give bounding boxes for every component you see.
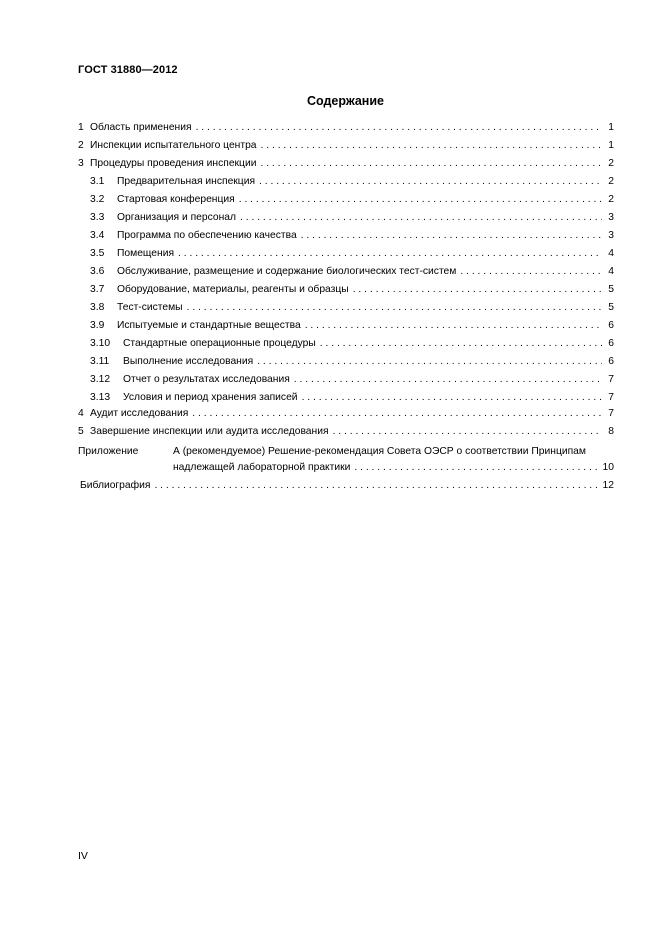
- toc-appendix-title-cont: надлежащей лабораторной практики: [173, 462, 351, 473]
- toc-entry-title: Область применения: [90, 122, 192, 133]
- toc-entry: [78, 354, 614, 370]
- toc-entry-title: Стартовая конференция: [117, 194, 235, 205]
- toc-entry-number: 3.9: [90, 320, 105, 331]
- toc-page-number: 2: [608, 194, 614, 205]
- dot-leader: [257, 354, 602, 370]
- toc-entry: [78, 424, 614, 440]
- toc-entry-title: Выполнение исследования: [123, 356, 254, 367]
- dot-leader: [154, 478, 598, 494]
- toc-entry: [78, 372, 614, 388]
- toc-entry: [78, 282, 614, 298]
- toc-page-number: 3: [608, 212, 614, 223]
- toc-page-number: 2: [608, 176, 614, 187]
- toc-entry-number: 5: [78, 426, 84, 437]
- toc-page-number: 2: [608, 158, 614, 169]
- toc-entry: [78, 138, 614, 154]
- toc-page-number: 10: [602, 462, 614, 473]
- toc-entry-title: Инспекции испытательного центра: [90, 140, 257, 151]
- toc-entry: [78, 390, 614, 406]
- toc-entry-title: Завершение инспекции или аудита исследования: [90, 426, 329, 437]
- toc-entry-number: 2: [78, 140, 84, 151]
- toc-page-number: 6: [608, 320, 614, 331]
- toc-entry: [78, 318, 614, 334]
- dot-leader: [460, 264, 602, 280]
- toc-entry: [78, 228, 614, 244]
- toc-entry: [78, 120, 614, 136]
- toc-entry: [78, 300, 614, 316]
- toc-page-number: 6: [608, 338, 614, 349]
- toc-entry-title: Обслуживание, размещение и содержание биологических тест-систем: [117, 266, 457, 277]
- toc-entry-number: 3.7: [90, 284, 105, 295]
- toc-entry-number: 3: [78, 158, 84, 169]
- dot-leader: [305, 318, 602, 334]
- toc-entry-number: 3.10: [90, 338, 111, 349]
- toc-page-number: 5: [608, 302, 614, 313]
- toc-page-number: 3: [608, 230, 614, 241]
- toc-page-number: 4: [608, 248, 614, 259]
- toc-entry-number: 3.1: [90, 176, 105, 187]
- toc-entry-title: Стандартные операционные процедуры: [123, 338, 316, 349]
- toc-bibliography: [78, 478, 614, 494]
- toc-page-number: 12: [602, 480, 614, 491]
- toc-entry: [78, 264, 614, 280]
- toc-entry: [78, 246, 614, 262]
- dot-leader: [294, 372, 602, 388]
- toc-entry-title: Организация и персонал: [117, 212, 237, 223]
- dot-leader: [261, 138, 602, 154]
- toc-entry-title: Испытуемые и стандартные вещества: [117, 320, 301, 331]
- toc-appendix-line2: [78, 460, 614, 476]
- toc-page-number: 6: [608, 356, 614, 367]
- toc-entry-number: 1: [78, 122, 84, 133]
- dot-leader: [333, 424, 602, 440]
- dot-leader: [259, 174, 602, 190]
- toc-entry-title: Помещения: [117, 248, 175, 259]
- toc-page-number: 8: [608, 426, 614, 437]
- page-number-roman: IV: [78, 850, 88, 862]
- dot-leader: [301, 228, 602, 244]
- toc-entry: [78, 156, 614, 172]
- toc-entry: [78, 174, 614, 190]
- toc-entry-title: Программа по обеспечению качества: [117, 230, 297, 241]
- toc-entry-number: 3.8: [90, 302, 105, 313]
- dot-leader: [239, 192, 602, 208]
- toc-page-number: 7: [608, 374, 614, 385]
- dot-leader: [240, 210, 602, 226]
- toc-entry-number: 3.12: [90, 374, 111, 385]
- toc-entry-number: 3.13: [90, 392, 111, 403]
- toc-entry: [78, 210, 614, 226]
- page-title: Содержание: [306, 94, 384, 108]
- toc-page-number: 1: [608, 122, 614, 133]
- toc-appendix-label: Приложение: [78, 446, 139, 457]
- dot-leader: [192, 406, 602, 422]
- toc-bibliography-label: Библиография: [80, 480, 151, 491]
- toc-entry-title: Предварительная инспекция: [117, 176, 256, 187]
- toc-page-number: 1: [608, 140, 614, 151]
- toc-entry: [78, 336, 614, 352]
- toc-page-number: 5: [608, 284, 614, 295]
- toc-page-number: 7: [608, 392, 614, 403]
- dot-leader: [187, 300, 602, 316]
- dot-leader: [354, 460, 598, 476]
- dot-leader: [353, 282, 602, 298]
- dot-leader: [260, 156, 602, 172]
- dot-leader: [178, 246, 602, 262]
- toc-entry-number: 3.5: [90, 248, 105, 259]
- toc-page-number: 4: [608, 266, 614, 277]
- toc-entry-number: 3.6: [90, 266, 105, 277]
- toc-entry-title: Условия и период хранения записей: [123, 392, 298, 403]
- toc-entry: [78, 406, 614, 422]
- toc-entry-title: Аудит исследования: [90, 408, 189, 419]
- toc-appendix-title: А (рекомендуемое) Решение-рекомендация Совета ОЭСР о соответствии Принципам: [173, 446, 586, 457]
- dot-leader: [196, 120, 602, 136]
- toc-entry-number: 3.11: [90, 356, 110, 367]
- toc-page-number: 7: [608, 408, 614, 419]
- dot-leader: [320, 336, 602, 352]
- toc-entry-title: Отчет о результатах исследования: [123, 374, 290, 385]
- toc-entry-title: Тест-системы: [117, 302, 183, 313]
- toc-entry-title: Оборудование, материалы, реагенты и образцы: [117, 284, 349, 295]
- toc-entry-number: 4: [78, 408, 84, 419]
- dot-leader: [302, 390, 602, 406]
- toc-appendix-line1: [78, 444, 614, 460]
- toc-entry-number: 3.2: [90, 194, 105, 205]
- toc-entry-title: Процедуры проведения инспекции: [90, 158, 257, 169]
- toc-entry-number: 3.4: [90, 230, 105, 241]
- toc-entry-number: 3.3: [90, 212, 105, 223]
- document-header: ГОСТ 31880—2012: [78, 64, 178, 76]
- toc-entry: [78, 192, 614, 208]
